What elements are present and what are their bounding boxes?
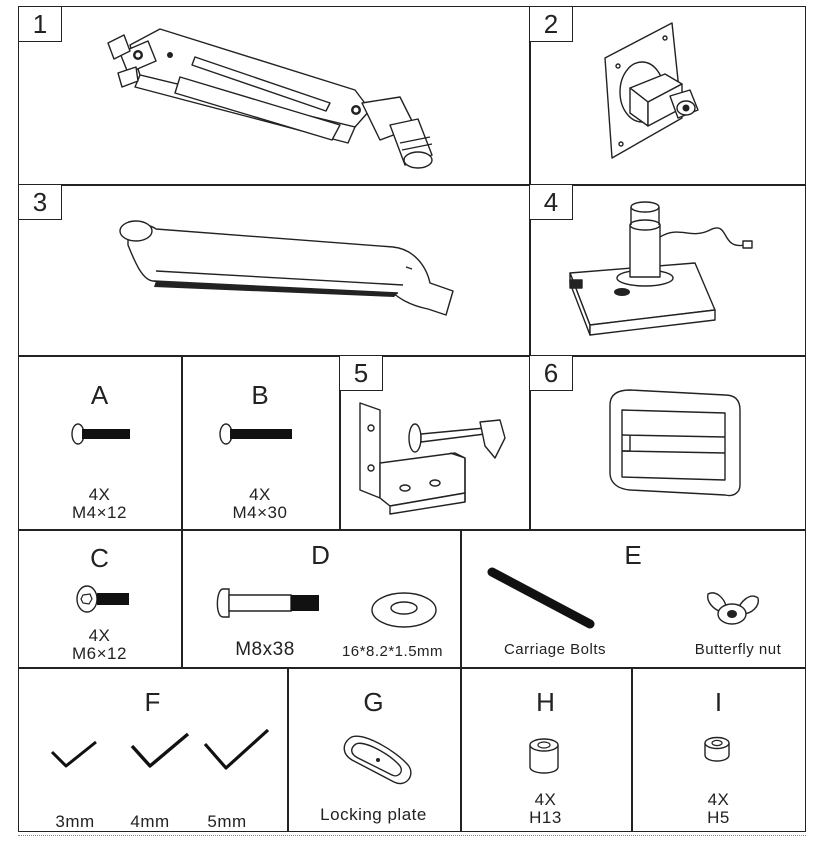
desk-base-illustration	[560, 195, 760, 340]
extension-arm-illustration	[108, 205, 463, 325]
part-number-1: 1	[18, 6, 62, 42]
hex-key-3mm-icon	[48, 738, 100, 772]
hardware-c-qty: 4X	[88, 626, 111, 645]
row-divider-2	[18, 355, 806, 357]
socket-screw-c-icon	[75, 584, 133, 614]
hardware-d-bolt-spec: M8x38	[235, 639, 295, 660]
hardware-h-spec: H13	[529, 808, 562, 827]
part-number-3: 3	[18, 184, 62, 220]
hardware-i-spec: H5	[707, 808, 730, 827]
butterfly-nut-icon	[702, 588, 764, 630]
row-divider-1	[18, 184, 806, 186]
locking-plate-icon	[340, 730, 415, 790]
gas-spring-arm-illustration	[100, 15, 450, 180]
hardware-h-letter: H	[536, 687, 555, 717]
part-number-4: 4	[529, 184, 573, 220]
row-divider-4	[18, 667, 806, 669]
hardware-b-letter: B	[251, 380, 269, 410]
hardware-i-qty: 4X	[707, 790, 730, 809]
carriage-bolt-icon	[488, 566, 598, 630]
c-clamp-illustration	[355, 398, 520, 516]
hardware-d-washer-spec: 16*8.2*1.5mm	[341, 643, 444, 660]
locking-plate-label: Locking plate	[320, 805, 427, 824]
hex-key-5mm-icon	[200, 726, 272, 774]
hardware-a-spec: M4×12	[72, 503, 127, 522]
carriage-bolts-label: Carriage Bolts	[503, 641, 607, 658]
butterfly-nut-label: Butterfly nut	[694, 641, 782, 658]
hex-key-4mm-icon	[128, 730, 192, 772]
hardware-g-letter: G	[363, 687, 384, 717]
col-divider-r1	[529, 6, 531, 529]
hardware-f-letter: F	[144, 687, 161, 717]
col-divider-r4	[460, 529, 462, 832]
hardware-b-qty: 4X	[249, 485, 271, 504]
bottom-dotted-line	[18, 835, 806, 838]
vesa-plate-illustration	[590, 18, 705, 163]
washer-d-icon	[368, 590, 440, 630]
spacer-h5-icon	[702, 735, 732, 763]
part-number-6: 6	[529, 355, 573, 391]
row-divider-3	[18, 529, 806, 531]
hardware-c-letter: C	[90, 543, 109, 573]
hardware-a-letter: A	[90, 380, 109, 410]
spacer-h13-icon	[527, 737, 561, 775]
part-number-2: 2	[529, 6, 573, 42]
hardware-b-spec: M4×30	[232, 503, 288, 522]
hardware-c-spec: M6×12	[72, 644, 127, 663]
hardware-e-letter: E	[624, 540, 642, 570]
hardware-a-qty: 4X	[88, 485, 111, 504]
screw-a-icon	[70, 422, 132, 446]
hardware-d-letter: D	[311, 540, 330, 570]
hex-key-5mm-label: 5mm	[207, 812, 247, 831]
hex-key-3mm-label: 3mm	[55, 812, 95, 831]
screw-b-icon	[218, 422, 296, 446]
hex-key-4mm-label: 4mm	[130, 812, 170, 831]
cable-cover-illustration	[600, 385, 750, 500]
bolt-d-icon	[213, 587, 323, 619]
part-number-5: 5	[339, 355, 383, 391]
hardware-i-letter: I	[714, 687, 723, 717]
hardware-h-qty: 4X	[534, 790, 557, 809]
